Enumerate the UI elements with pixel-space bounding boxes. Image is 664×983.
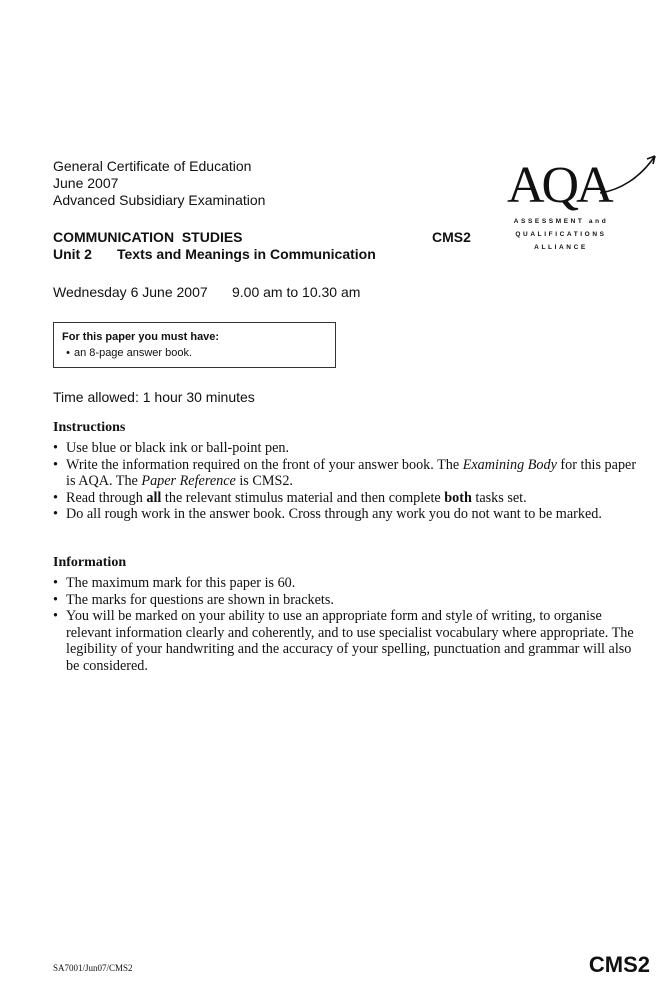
list-item-text: is CMS2. — [235, 473, 293, 489]
bullet-icon: • — [53, 591, 58, 608]
information-heading: Information — [53, 555, 127, 570]
list-item — [53, 608, 643, 674]
footer-paper-code: CMS2 — [588, 952, 650, 977]
list-item — [53, 506, 643, 523]
materials-item-text: an 8-page answer book. — [74, 347, 193, 359]
list-item-text: Do all rough work in the answer book. Cross through any work you do not want to be marked. — [66, 506, 602, 522]
instructions-heading: Instructions — [53, 420, 126, 435]
unit-number: Unit 2 — [53, 246, 92, 262]
list-item-text: The marks for questions are shown in brackets. — [66, 591, 334, 608]
bullet-icon: • — [53, 489, 58, 506]
bullet-icon: • — [53, 608, 58, 624]
information-list — [53, 575, 643, 674]
bullet-icon: • — [66, 347, 70, 359]
list-item — [53, 457, 643, 490]
paper-code: CMS2 — [432, 229, 471, 245]
exam-time: 9.00 am to 10.30 am — [232, 284, 361, 300]
aqa-logo-letters: AQA — [507, 157, 611, 214]
logo-tagline-3: ALLIANCE — [534, 244, 588, 251]
bullet-icon: • — [53, 440, 58, 456]
time-allowed: Time allowed: 1 hour 30 minutes — [53, 389, 255, 405]
materials-box-item — [62, 347, 192, 359]
list-item-text: for this paper is AQA. The — [66, 456, 637, 489]
logo-tagline-1: ASSESSMENT and — [513, 218, 609, 225]
footer-reference: SA7001/Jun07/CMS2 — [53, 963, 133, 973]
list-item-text: Examining Body — [462, 456, 557, 473]
subject-title: COMMUNICATION STUDIES — [53, 229, 243, 245]
materials-box — [53, 322, 336, 368]
exam-level: Advanced Subsidiary Examination — [53, 192, 266, 208]
materials-box-title: For this paper you must have: — [62, 331, 220, 343]
list-item-text: the relevant stimulus material and then complete — [161, 489, 445, 506]
list-item-text: tasks set. — [471, 489, 527, 506]
exam-date: Wednesday 6 June 2007 — [53, 284, 208, 300]
bullet-icon: • — [53, 506, 58, 522]
list-item — [53, 592, 643, 609]
list-item-text: Paper Reference — [141, 473, 236, 489]
bullet-icon: • — [53, 575, 58, 591]
list-item-text: You will be marked on your ability to use an appropriate form and style of writing, to organise relevant information clearly and coherently, and to use specialist vocabulary where appropriate. The legibility of your handwriting and the accuracy of your spelling, punctuation and grammar will also be considered. — [66, 608, 634, 674]
list-item-text: Write the information required on the front of your answer book. The — [66, 456, 463, 473]
exam-session: June 2007 — [53, 175, 119, 191]
list-item — [53, 575, 643, 592]
list-item — [53, 440, 643, 457]
unit-title: Texts and Meanings in Communication — [117, 246, 376, 262]
list-item-text: all — [146, 489, 162, 506]
qualification-line: General Certificate of Education — [53, 158, 252, 174]
list-item-text: Use blue or black ink or ball-point pen. — [66, 440, 290, 456]
list-item-text: Read through — [66, 489, 147, 506]
logo-tagline-2: QUALIFICATIONS — [515, 231, 607, 238]
list-item-text: The maximum mark for this paper is 60. — [66, 575, 296, 591]
list-item-text: both — [444, 489, 472, 506]
bullet-icon: • — [53, 456, 58, 473]
list-item — [53, 490, 643, 507]
instructions-list — [53, 440, 643, 523]
